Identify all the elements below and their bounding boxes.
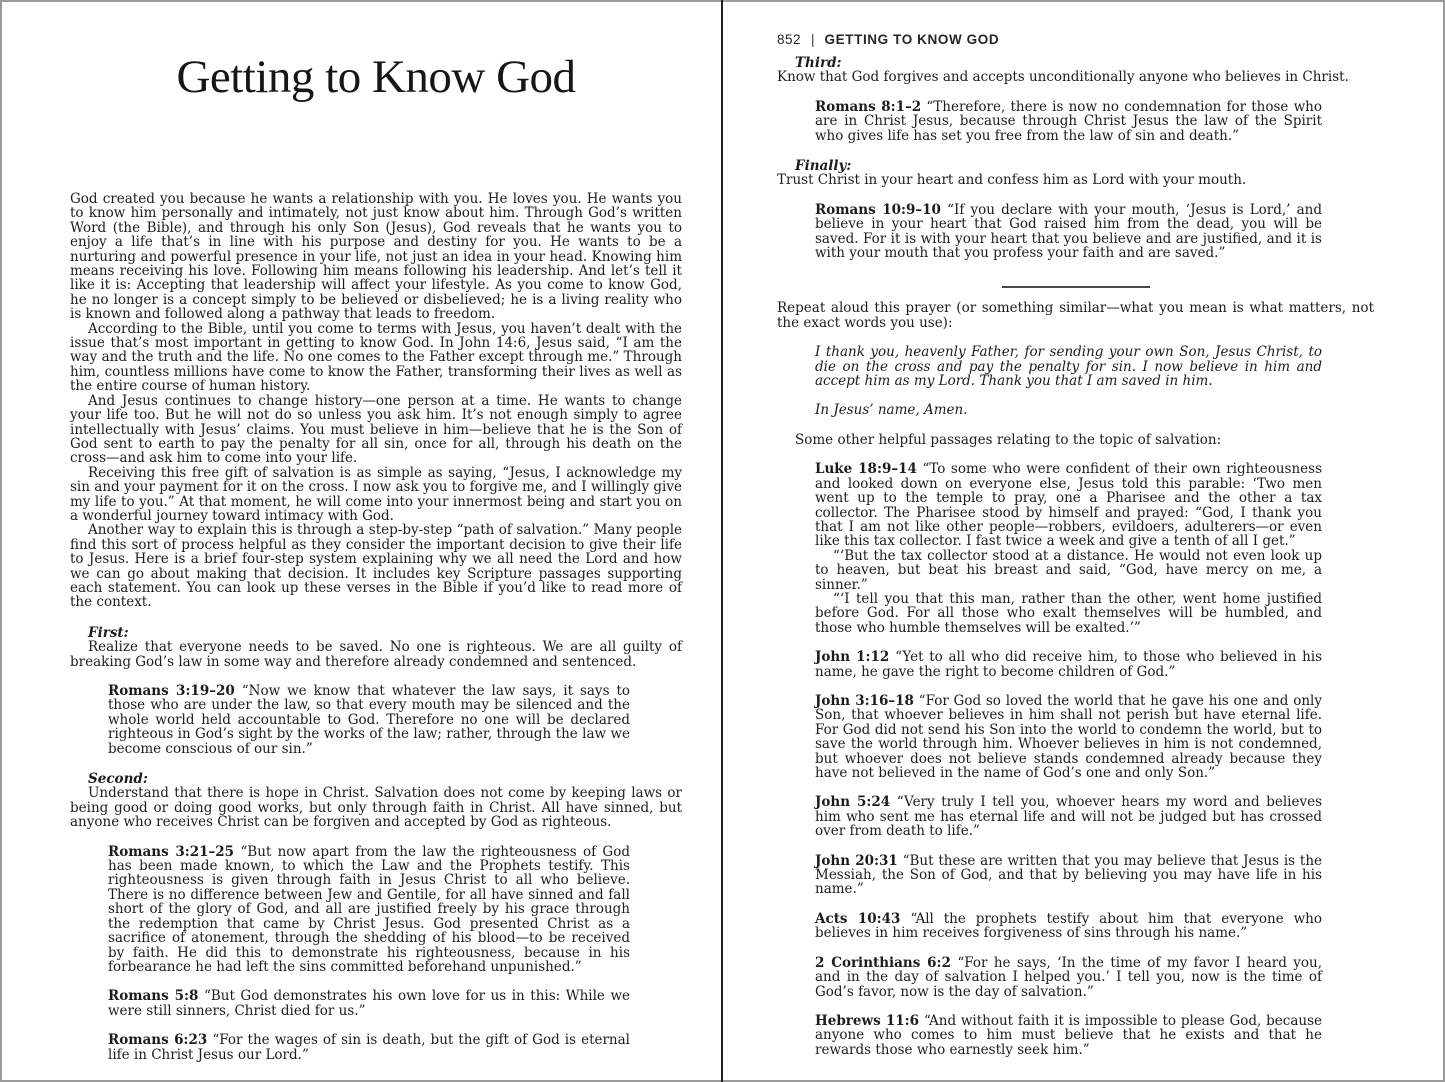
scripture-quote <box>777 462 1374 635</box>
intro-paragraph: Receiving this free gift of salvation is as simple as saying, “Jesus, I acknowledge my sin and your payment for it on the cross. I now ask you to forgive me, and I willingly give my life to you.” At that moment, he will come into your innermost being and start you on a wonderful journey toward intimacy with God. <box>70 464 682 524</box>
scripture-text: “But God demonstrates his own love for us in this: While we were still sinners, Christ died for us.” <box>108 988 630 1019</box>
page-number: 852 <box>777 32 802 47</box>
scripture-text: “Yet to all who did receive him, to those who believed in his name, he gave the right to become children of God.” <box>815 649 1323 680</box>
scripture-text: “For God so loved the world that he gave his one and only Son, that whoever believes in him shall not perish but have eternal life. For God did not send his Son into the world to condemn the world, but to save the world through him. Whoever believes in him is not condemned, but whoever does not believe stands condemned already because they have not believed in the name of God’s one and only Son.” <box>815 693 1322 782</box>
scripture-text: “Therefore, there is now no condemnation for those who are in Christ Jesus, because through Christ Jesus the law of the Spirit who gives life has set you free from the law of sin and death.” <box>815 98 1322 144</box>
scripture-text: “To some who were confident of their own righteousness and looked down on everyone else, Jesus told this parable: ‘Two men went up to the temple to pray, one a Pharisee and the other a tax collector. The Pharisee stood by himself and prayed: “God, I thank you that I am not like other people—robbers, evildoers, adulterers—or even like this tax collector. I fast twice a week and give a tenth of all I get.” <box>815 461 1322 550</box>
intro-paragraph: Another way to explain this is through a step-by-step “path of salvation.” Many people find this sort of process helpful as they consider the important decision to give their life to Jesus. Here is a brief four-step system explaining why we all need the Lord and how we can go about making that decision. It includes key Scripture passages supporting each statement. You can look up these verses in the Bible if you’d like to read more of the context. <box>70 522 682 611</box>
scripture-quote <box>777 1014 1374 1057</box>
section-divider-rule <box>1002 286 1150 288</box>
prayer-block <box>777 345 1374 417</box>
scripture-quote <box>777 100 1374 143</box>
left-page <box>70 0 682 1077</box>
passage-paragraph: “‘But the tax collector stood at a distance. He would not even look up to heaven, but beat his breast and said, “God, have mercy on me, a sinner.” <box>815 547 1322 593</box>
scripture-text: “Now we know that whatever the law says, it says to those who are under the law, so that every mouth may be silenced and the whole world held accountable to God. Therefore no one will be declared righteous in God’s sight by the works of the law; rather, through the law we become conscious of our sin.” <box>108 683 631 757</box>
scripture-quote <box>777 795 1374 838</box>
scripture-quote <box>777 203 1374 261</box>
step-third <box>777 56 1374 85</box>
scripture-quote <box>70 1033 682 1062</box>
running-head: GETTING TO KNOW GOD <box>824 32 1000 47</box>
scripture-quote <box>777 912 1374 941</box>
prayer-text: I thank you, heavenly Father, for sending your own Son, Jesus Christ, to die on the cross and pay the penalty for sin. I now believe in him and accept him as my Lord. Thank you that I am saved in him. <box>815 344 1322 390</box>
step-heading: Second: <box>88 771 148 788</box>
scripture-quote <box>777 694 1374 780</box>
scripture-text: “But these are written that you may believe that Jesus is the Messiah, the Son of God, and that by believing you may have life in his name.” <box>815 852 1323 898</box>
page-gutter-divider <box>721 0 723 1082</box>
scripture-ref: John 20:31 <box>815 852 898 869</box>
scripture-text: “Very truly I tell you, whoever hears my word and believes him who sent me has eternal life and will not be judged but has crossed over from death to life.” <box>815 794 1323 840</box>
scripture-ref: John 5:24 <box>815 794 891 811</box>
step-finally <box>777 159 1374 188</box>
scripture-ref: Romans 3:21–25 <box>108 843 235 860</box>
scripture-ref: Hebrews 11:6 <box>815 1012 920 1029</box>
scripture-quote <box>777 650 1374 679</box>
passage-paragraph: “‘I tell you that this man, rather than the other, went home justified before God. For all those who exalt themselves will be humbled, and those who humble themselves will be exalted.’” <box>815 590 1322 636</box>
scripture-quote <box>777 854 1374 897</box>
step-heading: Finally: <box>795 158 852 175</box>
scripture-quote <box>70 989 682 1018</box>
step-body: Know that God forgives and accepts unconditionally anyone who believes in Christ. <box>777 69 1349 86</box>
scripture-ref: John 3:16–18 <box>815 693 914 709</box>
step-heading: First: <box>88 624 129 641</box>
step-body: Understand that there is hope in Christ. Salvation does not come by keeping laws or being good or doing good works, but only through faith in Christ. All have sinned, but anyone who receives Christ can be forgiven and accepted by God as righteous. <box>70 785 682 831</box>
scripture-ref: 2 Corinthians 6:2 <box>815 954 951 971</box>
scripture-text: “But now apart from the law the righteousness of God has been made known, to which the Law and the Prophets testify. This righteousness is given through faith in Jesus Christ to all who believe. There is no difference between Jew and Gentile, for all have sinned and fall short of the glory of God, and all are justified freely by his grace through the redemption that came by Christ Jesus. God presented Christ as a sacrifice of atonement, through the shedding of his blood—to be received by faith. He did this to demonstrate his righteousness, because in his forbearance he had left the sins committed beforehand unpunished.” <box>108 843 630 975</box>
scripture-ref: John 1:12 <box>815 649 890 666</box>
step-first <box>70 626 682 669</box>
scripture-text: “For he says, ‘In the time of my favor I heard you, and in the day of salvation I helped you.’ I tell you, now is the time of God’s favor, now is the day of salvation.” <box>815 954 1322 1000</box>
intro-text <box>70 192 682 610</box>
scripture-ref: Romans 6:23 <box>108 1032 208 1049</box>
scripture-quote <box>70 684 682 756</box>
scripture-ref: Luke 18:9–14 <box>815 461 917 478</box>
scripture-text: “For the wages of sin is death, but the gift of God is eternal life in Christ Jesus our Lord.” <box>108 1032 630 1063</box>
right-page <box>777 0 1374 1072</box>
page-title: Getting to Know God <box>176 51 576 103</box>
intro-paragraph: God created you because he wants a relationship with you. He loves you. He wants you to know him personally and intimately, not just know about him. Through God’s written Word (the Bible), and through his only Son (Jesus), God reveals that he wants you to enjoy a life that’s in line with his purpose and destiny for you. He wants to be a nurturing and powerful presence in your life, not just an idea in your head. Knowing him means receiving his love. Following him means following his leadership. And let’s tell it like it is: Accepting that leadership will affect your lifestyle. As you come to know God, he no longer is a concept simply to be believed or disbelieved; he is a living reality who is known and followed along a pathway that leads to freedom. <box>70 191 682 323</box>
page-header <box>777 32 1374 47</box>
header-separator: | <box>811 32 815 47</box>
scripture-ref: Romans 10:9–10 <box>815 201 941 218</box>
passage-paragraph <box>815 462 1322 548</box>
scripture-quote <box>777 956 1374 999</box>
prayer-intro: Repeat aloud this prayer (or something similar—what you mean is what matters, not the exact words you use): <box>777 300 1374 331</box>
scripture-ref: Romans 3:19–20 <box>108 683 235 699</box>
step-body: Trust Christ in your heart and confess him as Lord with your mouth. <box>777 172 1247 189</box>
scripture-ref: Acts 10:43 <box>815 910 901 927</box>
intro-paragraph: According to the Bible, until you come to terms with Jesus, you haven’t dealt with the issue that’s most important in getting to know God. In John 14:6, Jesus said, “I am the way and the truth and the life. No one comes to the Father except through me.” Through him, countless millions have come to know the Father, transforming their lives as well as the entire course of human history. <box>70 320 682 395</box>
scripture-ref: Romans 5:8 <box>108 988 199 1005</box>
step-body: Realize that everyone needs to be saved. No one is righteous. We are all guilty of breaking God’s law in some way and therefore already condemned and sentenced. <box>70 639 682 670</box>
step-heading: Third: <box>795 55 842 71</box>
scripture-text: “All the prophets testify about him that everyone who believes in him receives forgiveness of sins through his name.” <box>815 910 1322 942</box>
intro-paragraph: And Jesus continues to change history—one person at a time. He wants to change your life too. But he will not do so unless you ask him. It’s not enough simply to agree intellectually with Jesus’ claims. You must believe in him—believe that he is the Son of God sent to earth to pay the penalty for all sin, once for all, through his death on the cross—and ask him to come into your life. <box>70 392 682 467</box>
step-second <box>70 772 682 830</box>
scripture-text: “If you declare with your mouth, ‘Jesus is Lord,’ and believe in your heart that God raised him from the dead, you will be saved. For it is with your heart that you believe and are justified, and it is with your mouth that you profess your faith and are saved.” <box>815 201 1323 262</box>
scripture-text: “And without faith it is impossible to please God, because anyone who comes to him must believe that he exists and that he rewards those who earnestly seek him.” <box>815 1012 1322 1058</box>
prayer-closing: In Jesus’ name, Amen. <box>815 401 968 418</box>
scripture-ref: Romans 8:1–2 <box>815 98 922 115</box>
passages-intro: Some other helpful passages relating to the topic of salvation: <box>795 431 1222 448</box>
scripture-quote <box>70 845 682 975</box>
